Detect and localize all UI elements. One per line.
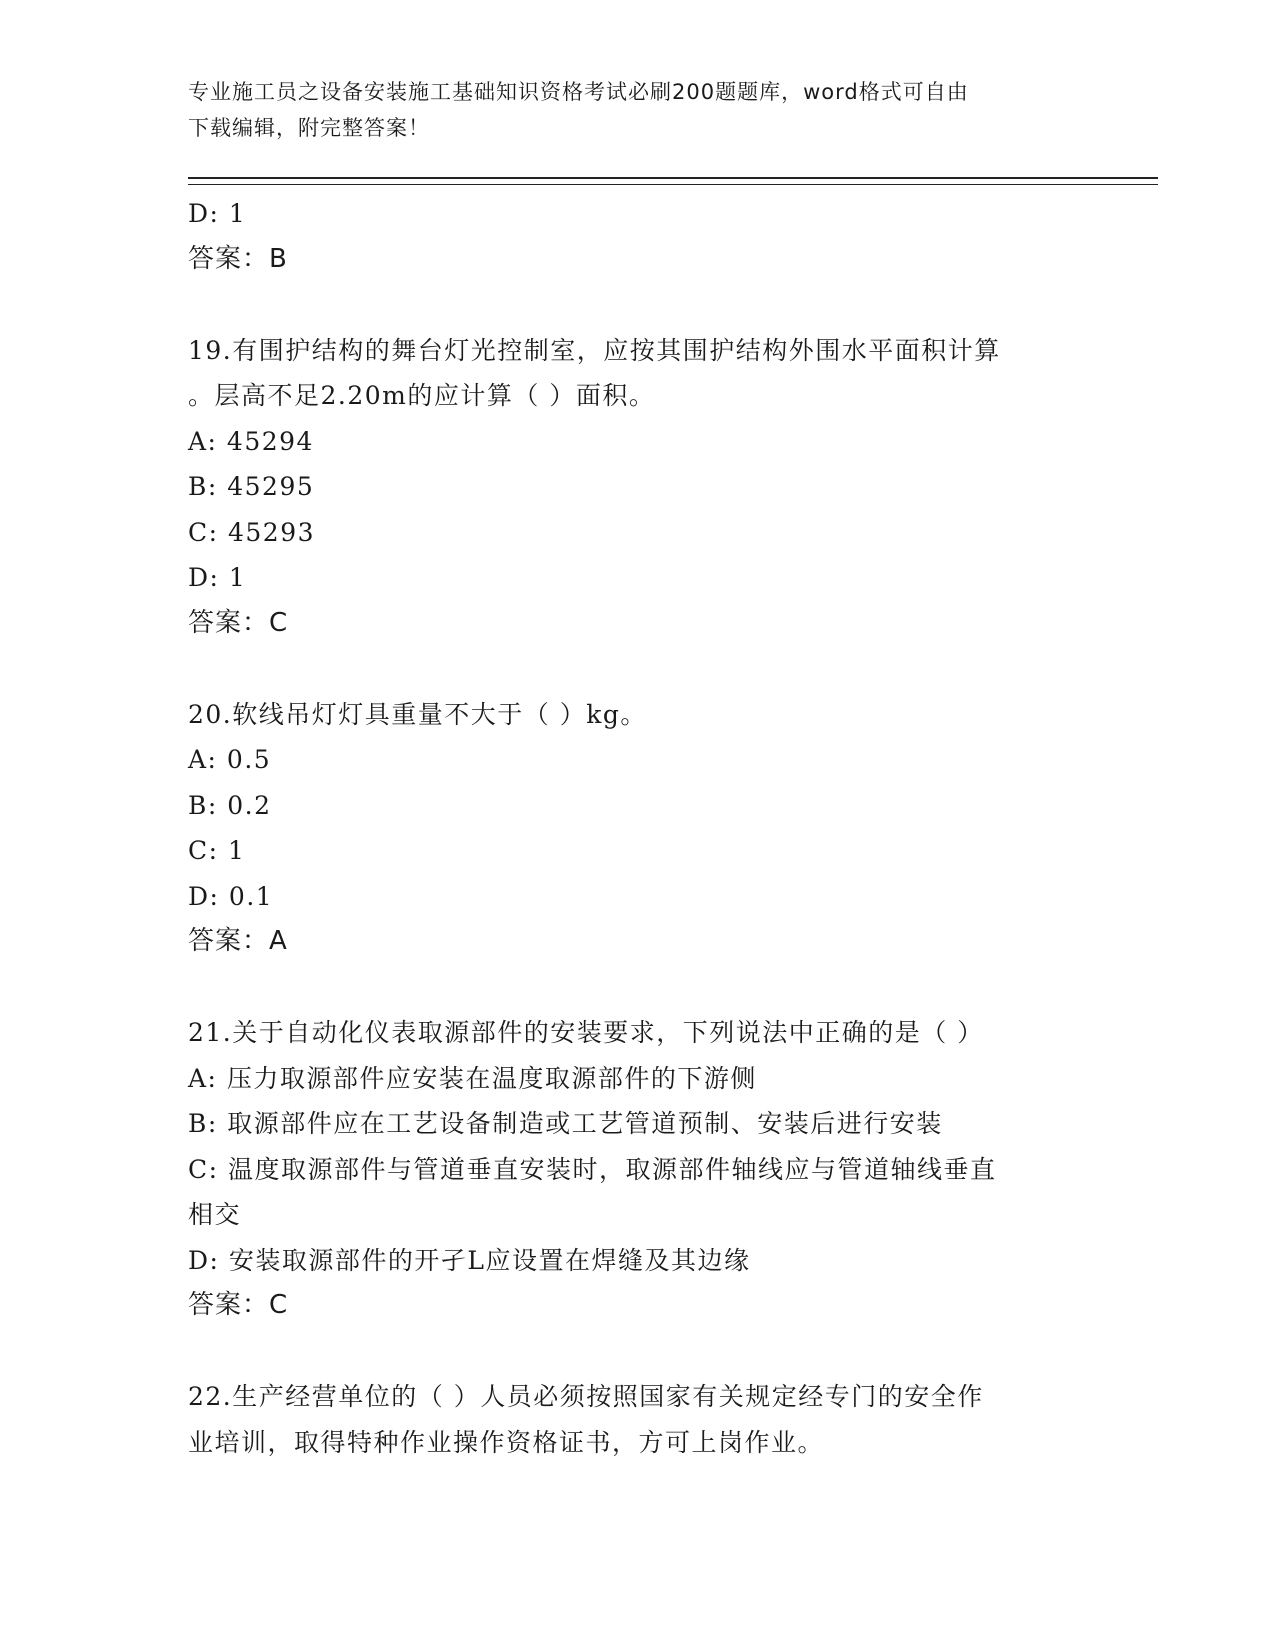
- answer: 答案：C: [188, 607, 289, 638]
- header-divider: [188, 177, 1158, 185]
- question-stem: 21.关于自动化仪表取源部件的安装要求，下列说法中正确的是（ ）: [188, 1018, 984, 1047]
- header-title-line-1: 专业施工员之设备安装施工基础知识资格考试必刷200题题库，word格式可自由: [188, 80, 969, 104]
- option-a: A: 压力取源部件应安装在温度取源部件的下游侧: [188, 1063, 757, 1093]
- option-c: C: 1: [188, 836, 246, 865]
- option-d: D: 1: [188, 199, 247, 228]
- question-stem: 19.有围护结构的舞台灯光控制室，应按其围护结构外围水平面积计算: [188, 335, 1001, 365]
- option-a: A: 45294: [188, 426, 314, 456]
- answer: 答案：B: [188, 243, 288, 274]
- document-header: [188, 74, 1068, 146]
- answer: 答案：C: [188, 1290, 289, 1320]
- question-19: [188, 328, 1148, 647]
- spacer: [188, 1329, 1148, 1375]
- option-b: B: 45295: [188, 472, 315, 501]
- spacer: [188, 282, 1148, 328]
- question-stem: 20.软线吊灯灯具重量不大于（ ）kg。: [188, 699, 647, 729]
- option-c: C: 温度取源部件与管道垂直安装时，取源部件轴线应与管道轴线垂直: [188, 1154, 997, 1184]
- spacer: [188, 646, 1148, 692]
- question-stem: 22.生产经营单位的（ ）人员必须按照国家有关规定经专门的安全作: [188, 1382, 984, 1411]
- option-d: D: 0.1: [188, 881, 274, 911]
- option-c: C: 45293: [188, 517, 316, 547]
- answer: 答案：A: [188, 926, 288, 956]
- question-list: [188, 191, 1148, 1465]
- question-stem-continued: 业培训，取得特种作业操作资格证书，方可上岗作业。: [188, 1427, 825, 1457]
- question-21: [188, 1010, 1148, 1329]
- option-b: B: 取源部件应在工艺设备制造或工艺管道预制、安装后进行安装: [188, 1109, 943, 1138]
- option-c-continued: 相交: [188, 1200, 242, 1229]
- spacer: [188, 965, 1148, 1011]
- question-stem-continued: 。层高不足2.20m的应计算（ ）面积。: [188, 381, 656, 410]
- question-20: [188, 692, 1148, 965]
- option-b: B: 0.2: [188, 790, 272, 820]
- option-a: A: 0.5: [188, 745, 272, 774]
- question-22: [188, 1374, 1148, 1465]
- question-18-tail: [188, 191, 1148, 282]
- option-d: D: 安装取源部件的开孑L应设置在焊缝及其边缘: [188, 1245, 751, 1275]
- option-d: D: 1: [188, 563, 247, 592]
- header-title-line-2: 下载编辑，附完整答案！: [188, 116, 430, 140]
